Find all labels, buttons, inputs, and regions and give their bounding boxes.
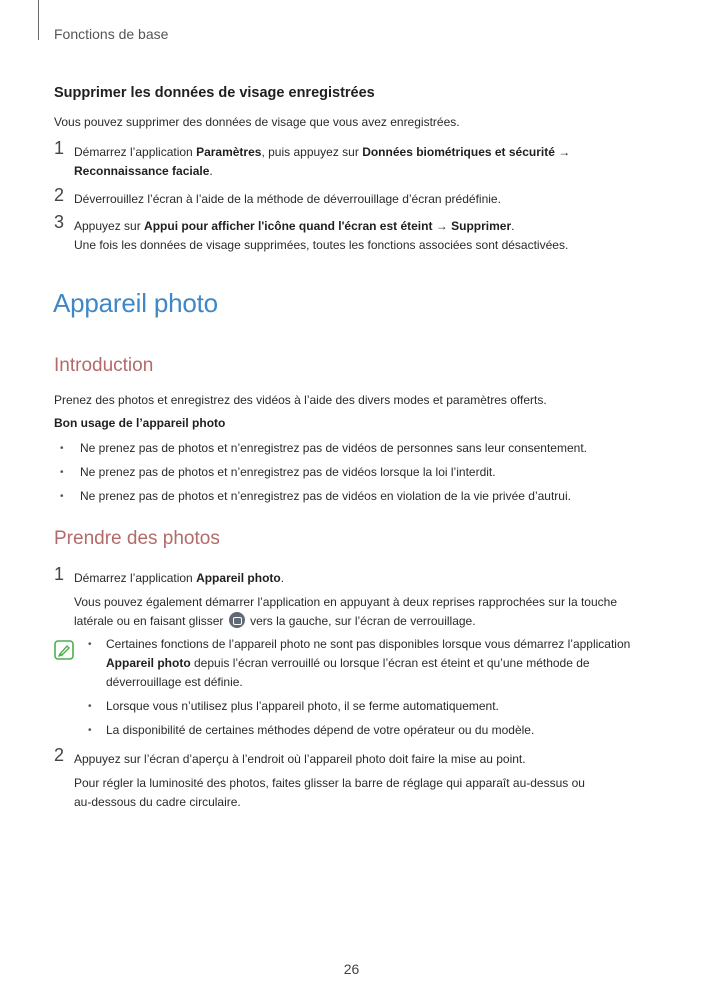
note-text: Certaines fonctions de l’appareil photo ne sont pas disponibles lorsque vous démarrez l’application (106, 637, 631, 651)
delete-face-step-2 (54, 185, 654, 209)
step-text: Appuyez sur (74, 219, 145, 233)
arrow-text: → (432, 219, 452, 233)
step-text: . (511, 219, 515, 233)
delete-face-title: Supprimer les données de visage enregistrées (54, 85, 375, 101)
app-name-camera: Appareil photo (196, 571, 281, 585)
menu-path-face-recognition: Reconnaissance faciale (74, 164, 210, 178)
introduction-title: Introduction (54, 355, 154, 376)
introduction-text: Prenez des photos et enregistrez des vidéos à l’aide des divers modes et paramètres offerts. (54, 393, 547, 407)
taking-photos-title: Prendre des photos (54, 528, 220, 549)
menu-path-biometrics: Données biométriques et sécurité (362, 145, 555, 159)
step-followup: Vous pouvez également démarrer l’application en appuyant à deux reprises rapprochées sur la touche latérale ou en faisant glisser (74, 595, 617, 628)
step-number: 1 (54, 564, 65, 584)
menu-path-settings: Paramètres (196, 145, 262, 159)
arrow-text: → (554, 145, 571, 159)
note-item: • Lorsque vous n’utilisez plus l’appareil photo, il se ferme automatiquement. (80, 697, 655, 716)
step-text: Appuyez sur l’écran d’aperçu à l’endroit où l’appareil photo doit faire la mise au point. (74, 752, 526, 766)
note-icon (54, 640, 74, 660)
app-name-camera: Appareil photo (106, 656, 191, 670)
note-text: depuis l’écran verrouillé ou lorsque l’écran est éteint et qu’une méthode de déverrouillage est définie. (106, 656, 590, 689)
etiquette-title: Bon usage de l’appareil photo (54, 416, 226, 430)
note-item (80, 635, 655, 692)
step-followup: Une fois les données de visage supprimées, toutes les fonctions associées sont désactivées. (74, 238, 569, 252)
list-item: • Ne prenez pas de photos et n’enregistrez pas de vidéos en violation de la vie privée d’autrui. (54, 487, 674, 506)
taking-photos-step-1 (54, 564, 654, 631)
camera-notes (80, 635, 655, 745)
step-followup: vers la gauche, sur l’écran de verrouillage. (250, 614, 476, 628)
step-text: Démarrez l’application (74, 145, 197, 159)
camera-shortcut-icon (229, 612, 245, 628)
step-number: 2 (54, 185, 65, 205)
delete-face-step-1 (54, 138, 654, 181)
taking-photos-step-2 (54, 745, 654, 812)
step-text: Déverrouillez l’écran à l’aide de la méthode de déverrouillage d’écran prédéfinie. (74, 192, 501, 206)
chapter-title: Appareil photo (53, 288, 218, 318)
step-text: , puis appuyez sur (261, 145, 363, 159)
step-number: 3 (54, 212, 65, 232)
header-rule (38, 0, 39, 40)
list-item: • Ne prenez pas de photos et n’enregistrez pas de vidéos lorsque la loi l’interdit. (54, 463, 674, 482)
delete-face-step-3 (54, 212, 654, 255)
running-header: Fonctions de base (54, 26, 169, 42)
step-number: 2 (54, 745, 65, 765)
step-followup: Pour régler la luminosité des photos, faites glisser la barre de réglage qui apparaît au-dessus ou au-dessous du cadre circulaire. (74, 776, 585, 809)
delete-face-intro: Vous pouvez supprimer des données de visage que vous avez enregistrées. (54, 115, 460, 129)
menu-path-delete: Supprimer (451, 219, 512, 233)
page-number: 26 (343, 961, 360, 977)
list-item: • Ne prenez pas de photos et n’enregistrez pas de vidéos de personnes sans leur consentement. (54, 439, 674, 458)
menu-path-show-icon: Appui pour afficher l'icône quand l'écran est éteint (144, 219, 433, 233)
note-item: • La disponibilité de certaines méthodes dépend de votre opérateur ou du modèle. (80, 721, 655, 740)
step-text: . (209, 164, 213, 178)
step-text: . (280, 571, 285, 585)
etiquette-list (54, 439, 674, 511)
step-text: Démarrez l’application (74, 571, 197, 585)
step-number: 1 (54, 138, 65, 158)
